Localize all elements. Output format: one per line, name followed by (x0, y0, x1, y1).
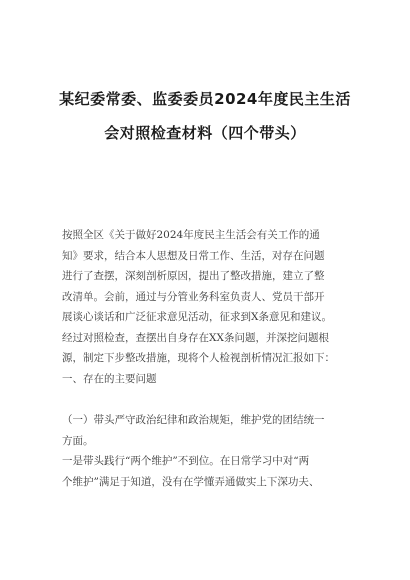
intro-line: 改清单。会前，通过与分管业务科室负责人、党员干部开 (62, 290, 325, 303)
section-heading: 一、存在的主要问题 (62, 373, 157, 385)
intro-paragraph (62, 225, 362, 369)
subsection-heading-line: 方面。 (62, 434, 94, 447)
intro-line: 知》要求，结合本人思想及日常工作、生活，对存在问题 (62, 249, 325, 262)
subsection-heading (62, 410, 325, 451)
body-line: 个维护”满足于知道，没有在学懂弄通做实上下深功夫、 (62, 475, 320, 488)
document-title-line-1: 某纪委常委、监委委员2024年度民主生活 (59, 90, 351, 108)
body-line: 一是带头践行“两个维护”不到位。在日常学习中对“两 (62, 455, 310, 467)
intro-line: 经过对照检查，查摆出自身存在XX条问题，并深挖问题根 (62, 331, 329, 344)
body-paragraph (62, 451, 319, 492)
subsection-heading-line: （一）带头严守政治纪律和政治规矩，维护党的团结统一 (62, 414, 325, 426)
document-title-line-2: 会对照检查材料（四个带头） (104, 124, 306, 142)
intro-line: 进行了查摆，深刻剖析原因，提出了整改措施，建立了整 (62, 270, 325, 282)
intro-line: 按照全区《关于做好2024年度民主生活会有关工作的通 (62, 229, 320, 241)
intro-line: 源，制定下步整改措施，现将个人检视剖析情况汇报如下： (62, 352, 335, 364)
intro-line: 展谈心谈话和广泛征求意见活动，征求到X条意见和建议。 (62, 311, 332, 323)
